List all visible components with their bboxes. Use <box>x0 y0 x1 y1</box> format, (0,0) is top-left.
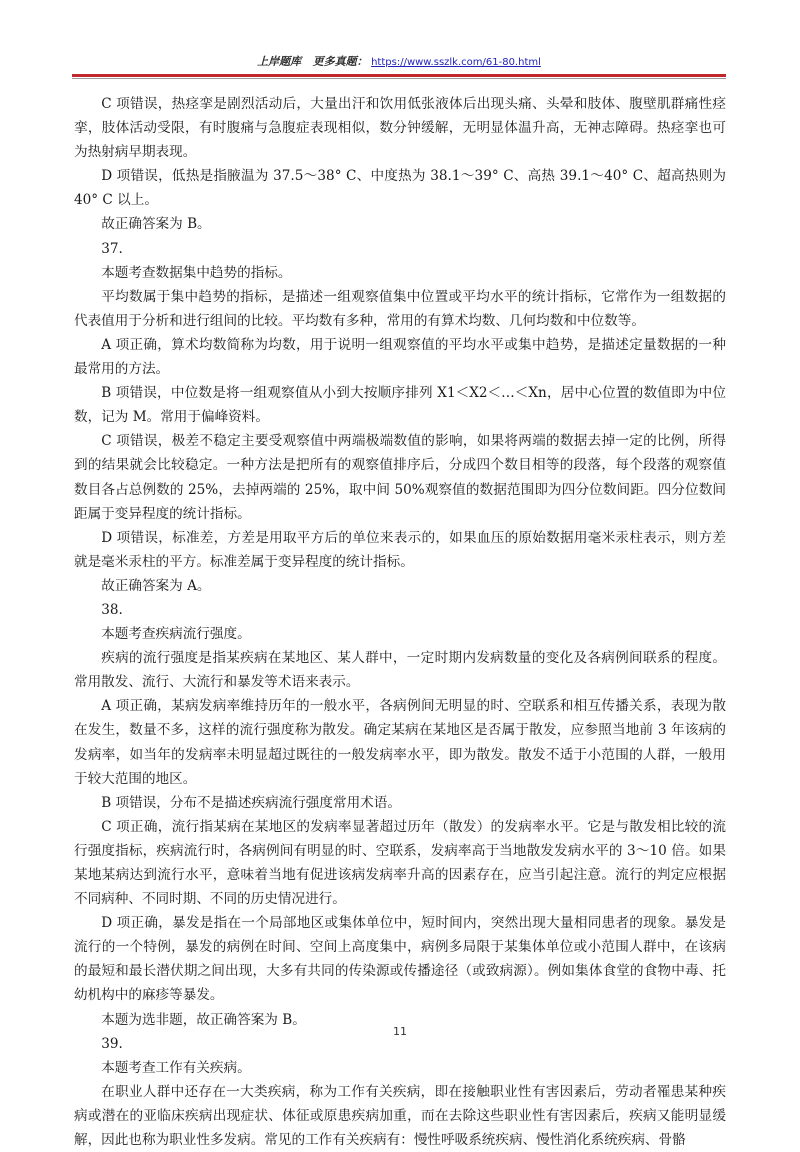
paragraph: D 项错误，标准差，方差是用取平方后的单位来表示的，如果血压的原始数据用毫米汞柱表示，则方差就是毫米汞柱的平方。标准差属于变异程度的统计指标。 <box>74 529 726 570</box>
question-number: 38. <box>101 601 123 618</box>
paragraph: C 项错误，热痉挛是剧烈活动后，大量出汗和饮用低张液体后出现头痛、头晕和肢体、腹壁肌群痛性痉挛，肢体活动受限，有时腹痛与急腹症表现相似，数分钟缓解，无明显体温升高，无神志障碍。热痉挛也可为热射病早期表现。 <box>74 96 726 161</box>
paragraph: B 项错误，分布不是描述疾病流行强度常用术语。 <box>101 794 401 811</box>
header-label: 更多真题： <box>312 55 368 68</box>
paragraph: 疾病的流行强度是指某疾病在某地区、某人群中，一定时期内发病数量的变化及各病例间联系的程度。常用散发、流行、大流行和暴发等术语来表示。 <box>74 650 726 691</box>
header-source: 上岸题库 <box>257 55 302 68</box>
paragraph: C 项正确，流行指某病在某地区的发病率显著超过历年（散发）的发病率水平。它是与散发相比较的流行强度指标，疾病流行时，各病例间有明显的时、空联系，发病率高于当地散发发病水平的 3～10 倍。如果某地某病达到流行水平，意味着当地有促进该病发病率升高的因素存在，应当引起注意。流行的判定应根据不同病种、不同时期、不同的历史情况进行。 <box>74 818 726 908</box>
question-number: 37. <box>101 240 123 257</box>
answer-line: 故正确答案为 A。 <box>101 577 211 594</box>
answer-line: 故正确答案为 B。 <box>101 216 211 233</box>
paragraph: D 项正确，暴发是指在一个局部地区或集体单位中，短时间内，突然出现大量相同患者的现象。暴发是流行的一个特例，暴发的病例在时间、空间上高度集中，病例多局限于某集体单位或小范围人群中，在该病的最短和最长潜伏期之间出现，大多有共同的传染源或传播途径（或致病源）。例如集体食堂的食物中毒、托幼机构中的麻疹等暴发。 <box>74 915 726 1004</box>
topic-line: 本题考查疾病流行强度。 <box>101 626 251 643</box>
paragraph: 平均数属于集中趋势的指标，是描述一组观察值集中位置或平均水平的统计指标，它常作为一组数据的代表值用于分析和进行组间的比较。平均数有多种，常用的有算术均数、几何均数和中位数等。 <box>74 288 726 329</box>
paragraph: 在职业人群中还存在一大类疾病，称为工作有关疾病，即在接触职业性有害因素后，劳动者罹患某种疾病或潜在的亚临床疾病出现症状、体征或原患疾病加重，而在去除这些职业性有害因素后，疾病又能明显缓解，因此也称为职业性多发病。常见的工作有关疾病有：慢性呼吸系统疾病、慢性消化系统疾病、骨骼 <box>74 1083 726 1149</box>
topic-line: 本题考查工作有关疾病。 <box>101 1059 251 1076</box>
paragraph: A 项正确，某病发病率维持历年的一般水平，各病例间无明显的时、空联系和相互传播关系，表现为散在发生，数量不多，这样的流行强度称为散发。确定某病在某地区是否属于散发，应参照当地前 3 年该病的发病率，如当年的发病率未明显超过既往的一般发病率水平，即为散发。散发不适于小范围的人群，一般用于较大范围的地区。 <box>74 698 726 787</box>
header-rule-red <box>72 74 726 77</box>
question-number: 39. <box>101 1035 123 1052</box>
paragraph: B 项错误，中位数是将一组观察值从小到大按顺序排列 X1＜X2＜…＜Xn，居中心位置的数值即为中位数，记为 M。常用于偏峰资料。 <box>74 385 726 426</box>
topic-line: 本题考查数据集中趋势的指标。 <box>101 264 292 281</box>
header-rule-gray <box>72 78 726 79</box>
answer-line: 本题为选非题，故正确答案为 B。 <box>101 1011 306 1028</box>
header-url-link[interactable]: https://www.sszlk.com/61-80.html <box>371 57 541 68</box>
paragraph: C 项错误，极差不稳定主要受观察值中两端极端数值的影响，如果将两端的数据去掉一定的比例，所得到的结果就会比较稳定。一种方法是把所有的观察值排序后，分成四个数目相等的段落，每个段落的观察值数目各占总例数的 25%，去掉两端的 25%，取中间 50%观察值的数据范围即为四分位数间距。四分位数间距属于变异程度的统计指标。 <box>74 433 726 522</box>
document-body <box>74 92 726 1152</box>
paragraph: D 项错误，低热是指腋温为 37.5～38° C、中度热为 38.1～39° C、高热 39.1～40° C、超高热则为 40° C 以上。 <box>74 168 726 209</box>
paragraph: A 项正确，算术均数简称为均数，用于说明一组观察值的平均水平或集中趋势，是描述定量数据的一种最常用的方法。 <box>74 336 726 378</box>
page-number: 11 <box>393 1025 407 1038</box>
